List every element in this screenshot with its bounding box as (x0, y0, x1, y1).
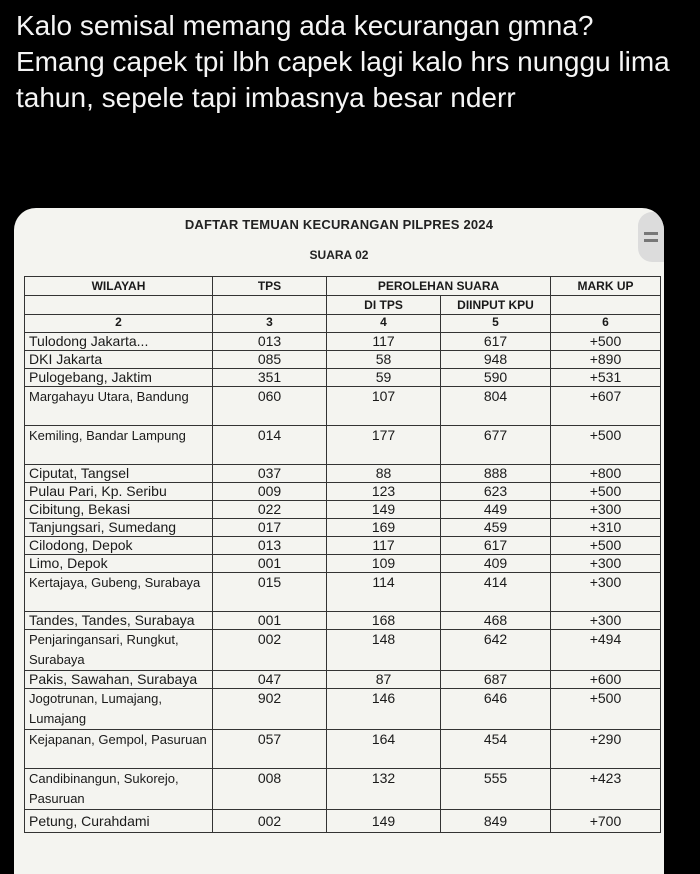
document-photo[interactable] (14, 208, 664, 874)
markup-cell: +600 (551, 671, 661, 689)
di-tps-cell: 177 (327, 426, 441, 465)
tps-cell: 008 (213, 769, 327, 810)
di-tps-cell: 164 (327, 730, 441, 769)
markup-cell: +700 (551, 810, 661, 833)
table-row (25, 387, 661, 426)
di-tps-cell: 168 (327, 612, 441, 630)
di-tps-cell: 132 (327, 769, 441, 810)
index-cell: 5 (441, 315, 551, 333)
kpu-cell: 590 (441, 369, 551, 387)
markup-cell: +300 (551, 501, 661, 519)
table-row (25, 465, 661, 483)
header-perolehan: PEROLEHAN SUARA (327, 277, 551, 296)
wilayah-cell: Candibinangun, Sukorejo, Pasuruan (25, 769, 213, 810)
markup-cell: +290 (551, 730, 661, 769)
header-markup: MARK UP (551, 277, 661, 296)
kpu-cell: 623 (441, 483, 551, 501)
kpu-cell: 888 (441, 465, 551, 483)
tps-cell: 001 (213, 555, 327, 573)
tps-cell: 001 (213, 612, 327, 630)
kpu-cell: 555 (441, 769, 551, 810)
table-row (25, 630, 661, 671)
wilayah-cell: Pulau Pari, Kp. Seribu (25, 483, 213, 501)
tps-cell: 014 (213, 426, 327, 465)
table-row (25, 555, 661, 573)
di-tps-cell: 109 (327, 555, 441, 573)
index-cell: 3 (213, 315, 327, 333)
di-tps-cell: 114 (327, 573, 441, 612)
table-row (25, 689, 661, 730)
markup-cell: +300 (551, 573, 661, 612)
kpu-cell: 449 (441, 501, 551, 519)
kpu-cell: 617 (441, 537, 551, 555)
kpu-cell: 687 (441, 671, 551, 689)
tps-cell: 002 (213, 630, 327, 671)
table-row (25, 369, 661, 387)
table-row (25, 573, 661, 612)
tps-cell: 085 (213, 351, 327, 369)
wilayah-cell: Tanjungsari, Sumedang (25, 519, 213, 537)
index-cell: 2 (25, 315, 213, 333)
di-tps-cell: 88 (327, 465, 441, 483)
index-cell: 4 (327, 315, 441, 333)
header-diinput: DIINPUT KPU (441, 296, 551, 315)
wilayah-cell: Limo, Depok (25, 555, 213, 573)
table-body (25, 333, 661, 833)
markup-cell: +607 (551, 387, 661, 426)
di-tps-cell: 169 (327, 519, 441, 537)
tps-cell: 009 (213, 483, 327, 501)
kpu-cell: 804 (441, 387, 551, 426)
tps-cell: 037 (213, 465, 327, 483)
wilayah-cell: DKI Jakarta (25, 351, 213, 369)
table-row (25, 501, 661, 519)
table-row (25, 671, 661, 689)
header-di-tps: DI TPS (327, 296, 441, 315)
markup-cell: +800 (551, 465, 661, 483)
kpu-cell: 459 (441, 519, 551, 537)
di-tps-cell: 87 (327, 671, 441, 689)
tps-cell: 013 (213, 333, 327, 351)
markup-cell: +300 (551, 612, 661, 630)
wilayah-cell: Margahayu Utara, Bandung (25, 387, 213, 426)
kpu-cell: 948 (441, 351, 551, 369)
markup-cell: +500 (551, 689, 661, 730)
kpu-cell: 454 (441, 730, 551, 769)
kpu-cell: 646 (441, 689, 551, 730)
di-tps-cell: 58 (327, 351, 441, 369)
header-wilayah: WILAYAH (25, 277, 213, 296)
table-row (25, 426, 661, 465)
wilayah-cell: Tandes, Tandes, Surabaya (25, 612, 213, 630)
tps-cell: 902 (213, 689, 327, 730)
wilayah-cell: Ciputat, Tangsel (25, 465, 213, 483)
index-cell: 6 (551, 315, 661, 333)
wilayah-cell: Kejapanan, Gempol, Pasuruan (25, 730, 213, 769)
tps-cell: 015 (213, 573, 327, 612)
markup-cell: +500 (551, 426, 661, 465)
tps-cell: 002 (213, 810, 327, 833)
kpu-cell: 468 (441, 612, 551, 630)
di-tps-cell: 149 (327, 501, 441, 519)
table-row (25, 537, 661, 555)
kpu-cell: 617 (441, 333, 551, 351)
di-tps-cell: 123 (327, 483, 441, 501)
markup-cell: +500 (551, 537, 661, 555)
markup-cell: +531 (551, 369, 661, 387)
wilayah-cell: Kertajaya, Gubeng, Surabaya (25, 573, 213, 612)
wilayah-cell: Penjaringansari, Rungkut, Surabaya (25, 630, 213, 671)
table-row (25, 810, 661, 833)
wilayah-cell: Cibitung, Bekasi (25, 501, 213, 519)
wilayah-cell: Jogotrunan, Lumajang, Lumajang (25, 689, 213, 730)
table-row (25, 333, 661, 351)
di-tps-cell: 148 (327, 630, 441, 671)
table-row (25, 730, 661, 769)
di-tps-cell: 117 (327, 537, 441, 555)
markup-cell: +890 (551, 351, 661, 369)
header-tps: TPS (213, 277, 327, 296)
header-blank (213, 296, 327, 315)
document-subtitle: SUARA 02 (309, 248, 369, 262)
kpu-cell: 849 (441, 810, 551, 833)
di-tps-cell: 117 (327, 333, 441, 351)
wilayah-cell: Kemiling, Bandar Lampung (25, 426, 213, 465)
kpu-cell: 642 (441, 630, 551, 671)
tps-cell: 047 (213, 671, 327, 689)
wilayah-cell: Pakis, Sawahan, Surabaya (25, 671, 213, 689)
markup-cell: +500 (551, 483, 661, 501)
kpu-cell: 409 (441, 555, 551, 573)
wilayah-cell: Tulodong Jakarta... (25, 333, 213, 351)
table-row (25, 769, 661, 810)
markup-cell: +310 (551, 519, 661, 537)
table-row (25, 351, 661, 369)
markup-cell: +423 (551, 769, 661, 810)
di-tps-cell: 59 (327, 369, 441, 387)
table-row (25, 612, 661, 630)
header-blank (25, 296, 213, 315)
wilayah-cell: Pulogebang, Jaktim (25, 369, 213, 387)
table-row (25, 483, 661, 501)
document-title: DAFTAR TEMUAN KECURANGAN PILPRES 2024 (184, 217, 494, 232)
markup-cell: +300 (551, 555, 661, 573)
di-tps-cell: 146 (327, 689, 441, 730)
wilayah-cell: Cilodong, Depok (25, 537, 213, 555)
markup-cell: +500 (551, 333, 661, 351)
di-tps-cell: 107 (327, 387, 441, 426)
kpu-cell: 414 (441, 573, 551, 612)
tps-cell: 022 (213, 501, 327, 519)
tps-cell: 057 (213, 730, 327, 769)
fraud-table (24, 276, 661, 833)
post-text: Kalo semisal memang ada kecurangan gmna? Emang capek tpi lbh capek lagi kalo hrs nunggu lima tahun, sepele tapi imbasnya besar nderr (16, 10, 670, 113)
kpu-cell: 677 (441, 426, 551, 465)
tps-cell: 013 (213, 537, 327, 555)
table-row (25, 519, 661, 537)
tps-cell: 060 (213, 387, 327, 426)
markup-cell: +494 (551, 630, 661, 671)
di-tps-cell: 149 (327, 810, 441, 833)
wilayah-cell: Petung, Curahdami (25, 810, 213, 833)
tps-cell: 017 (213, 519, 327, 537)
header-blank (551, 296, 661, 315)
tps-cell: 351 (213, 369, 327, 387)
